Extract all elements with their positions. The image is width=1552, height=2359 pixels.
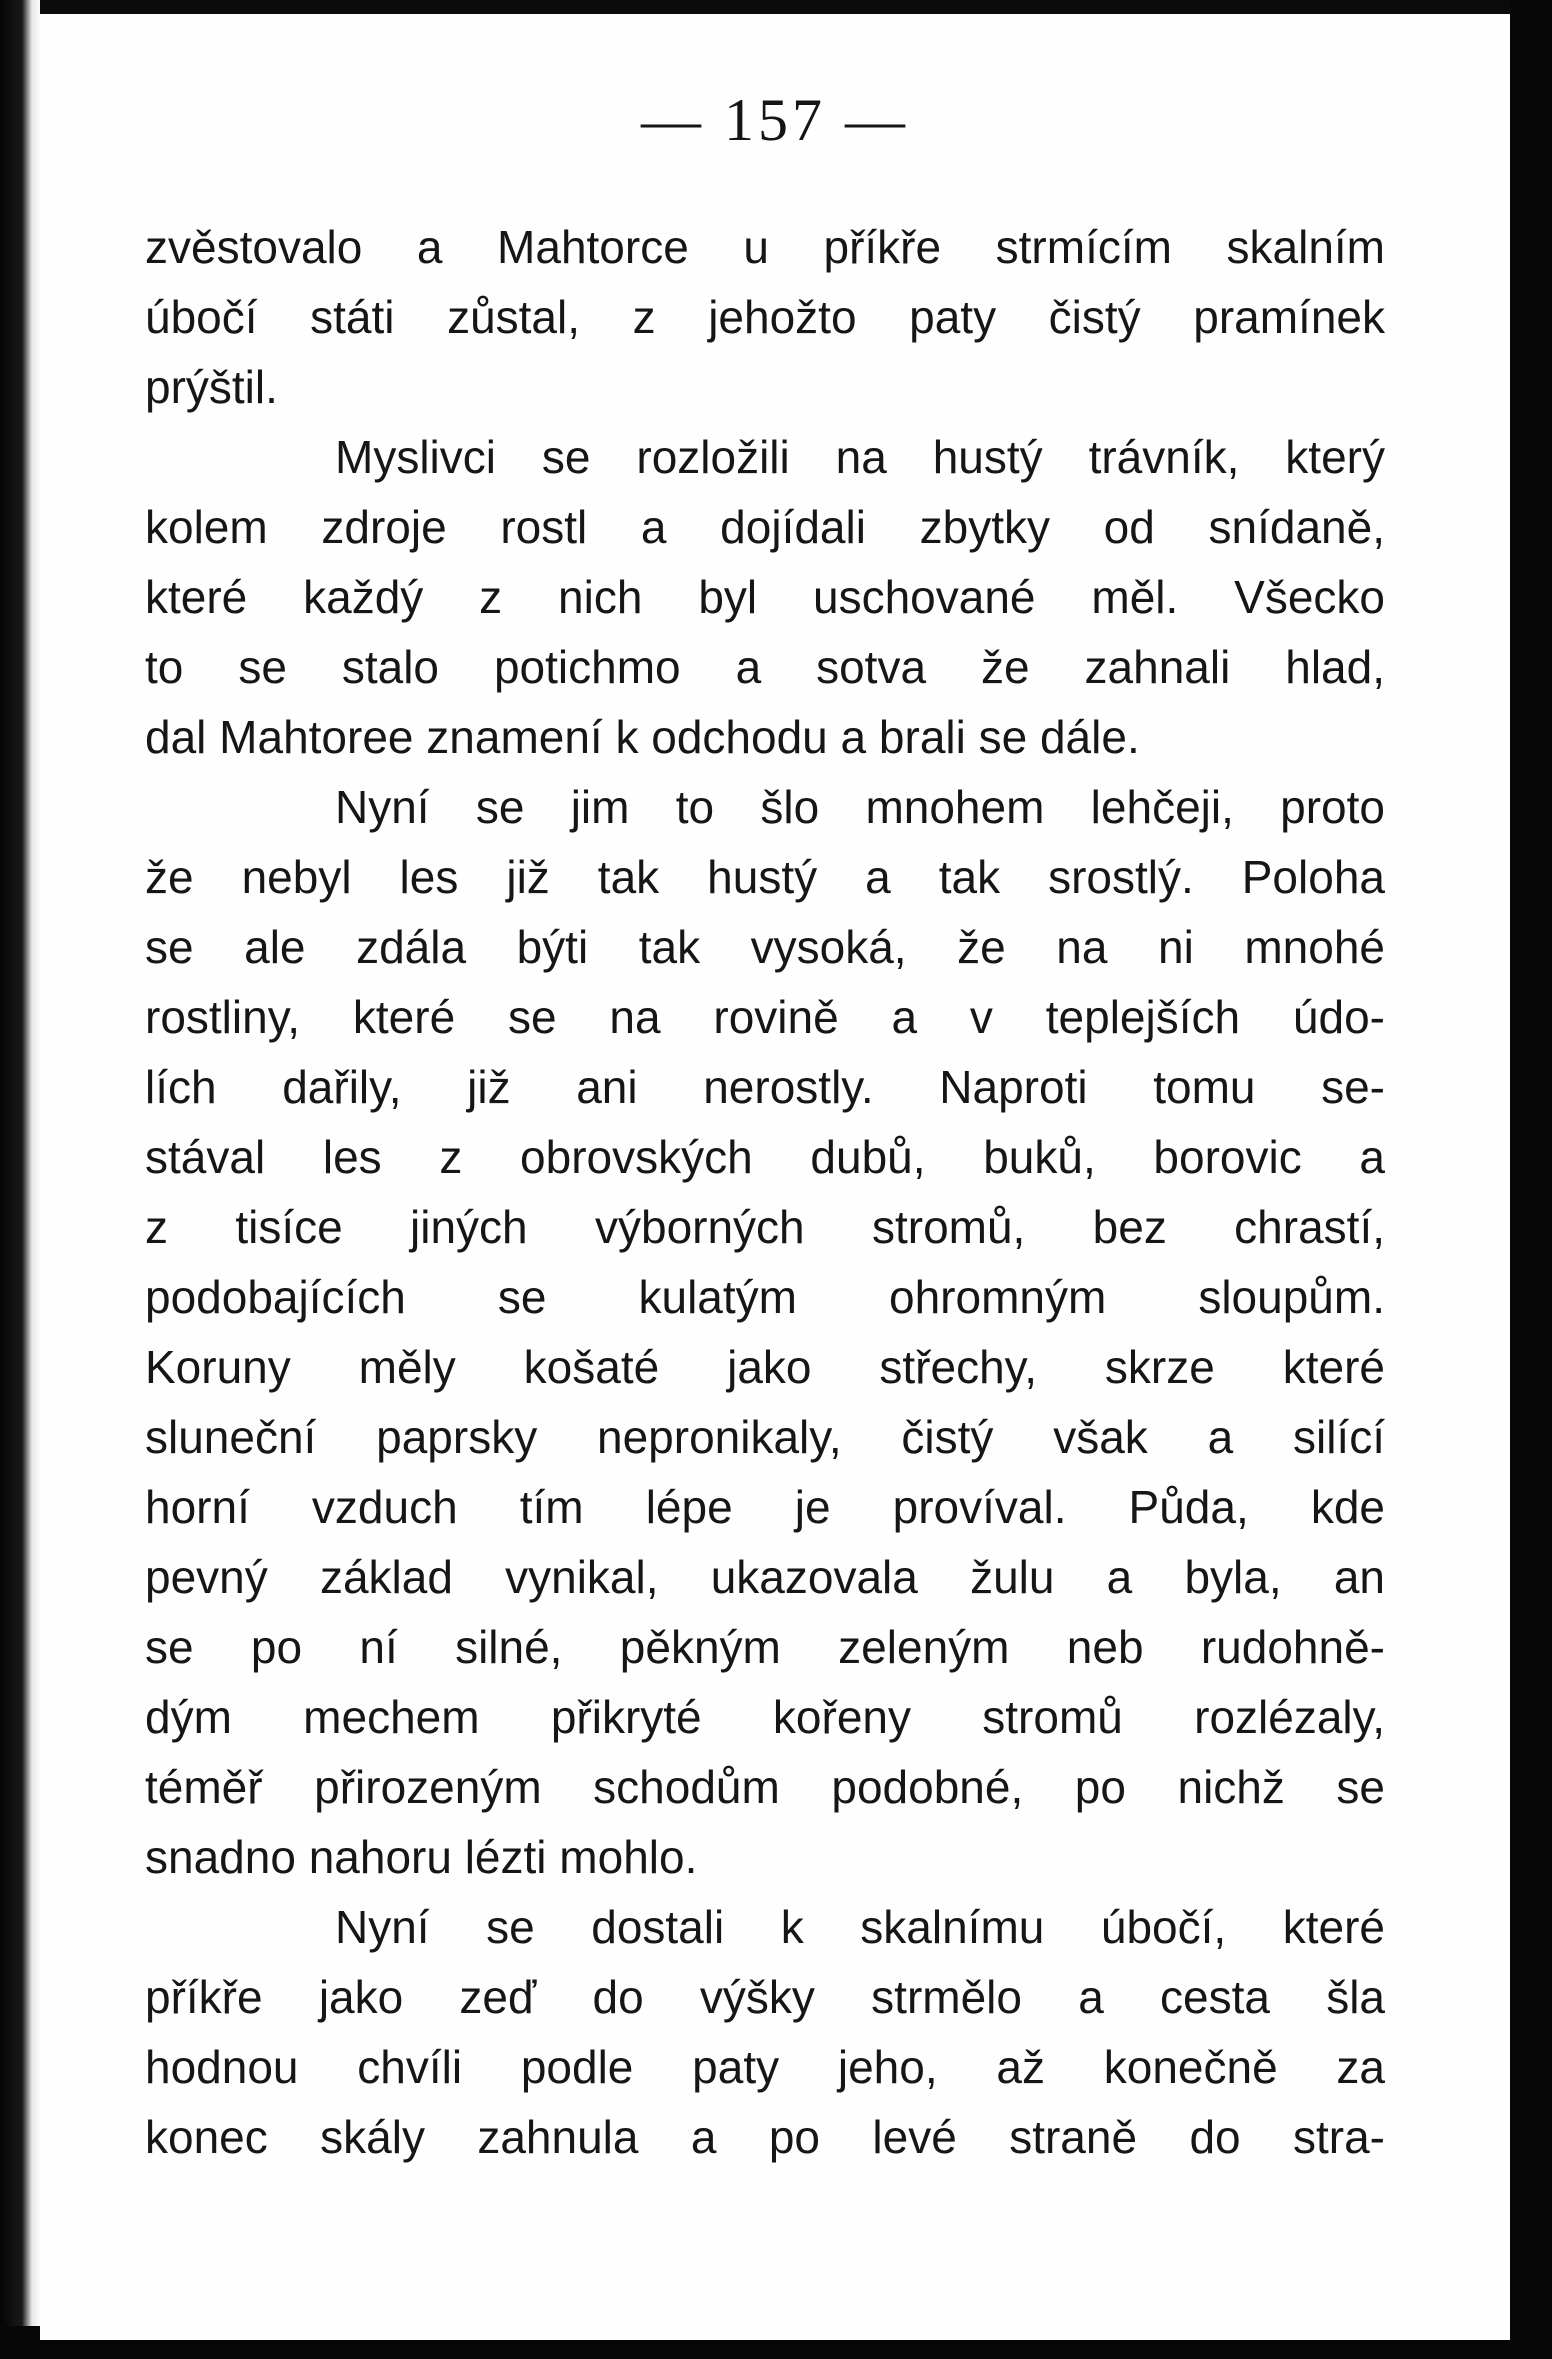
page-text-body [145,212,1385,2172]
page-number-header: — 157 — [641,87,909,153]
text-line: snadno nahoru lézti mohlo. [145,1831,698,1883]
text-line: které každý z nich byl uschované měl. Všecko [145,571,1385,623]
text-line: kolem zdroje rostl a dojídali zbytky od snídaně, [145,501,1385,553]
scan-border-right [1510,0,1552,2359]
text-line: rostliny, které se na rovině a v teplejších údo- [145,991,1385,1043]
text-line: podobajících se kulatým ohromným sloupům. [145,1271,1385,1323]
text-line: to se stalo potichmo a sotva že zahnali hlad, [145,641,1385,693]
text-line: dal Mahtoree znamení k odchodu a brali se dále. [145,711,1140,763]
text-line: prýštil. [145,361,278,413]
text-line: téměř přirozeným schodům podobné, po nichž se [145,1761,1385,1813]
text-line: lích dařily, již ani nerostly. Naproti tomu se- [145,1061,1385,1113]
text-line: že nebyl les již tak hustý a tak srostlý. Poloha [145,851,1385,903]
text-line: zvěstovalo a Mahtorce u příkře strmícím skalním [145,221,1385,273]
text-line: se ale zdála býti tak vysoká, že na ni mnohé [145,921,1385,973]
text-line: Nyní se dostali k skalnímu úbočí, které [335,1901,1385,1953]
text-line: se po ní silné, pěkným zeleným neb rudohně- [145,1621,1385,1673]
text-line: horní vzduch tím lépe je províval. Půda, kde [145,1481,1385,1533]
text-line: stával les z obrovských dubů, buků, borovic a [145,1131,1385,1183]
text-line: dým mechem přikryté kořeny stromů rozlézaly, [145,1691,1385,1743]
book-page [40,14,1510,2340]
text-line: Koruny měly košaté jako střechy, skrze které [145,1341,1385,1393]
text-line: úbočí státi zůstal, z jehožto paty čistý pramínek [145,291,1385,343]
text-line: pevný základ vynikal, ukazovala žulu a byla, an [145,1551,1385,1603]
text-line: Nyní se jim to šlo mnohem lehčeji, proto [335,781,1385,833]
text-line: příkře jako zeď do výšky strmělo a cesta šla [145,1971,1385,2023]
text-line: z tisíce jiných výborných stromů, bez chrastí, [145,1201,1385,1253]
text-line: sluneční paprsky nepronikaly, čistý však a silící [145,1411,1385,1463]
text-line: Myslivci se rozložili na hustý trávník, který [335,431,1385,483]
text-line: konec skály zahnula a po levé straně do stra- [145,2111,1385,2163]
text-line: hodnou chvíli podle paty jeho, až konečně za [145,2041,1385,2093]
book-gutter-left [0,0,40,2359]
